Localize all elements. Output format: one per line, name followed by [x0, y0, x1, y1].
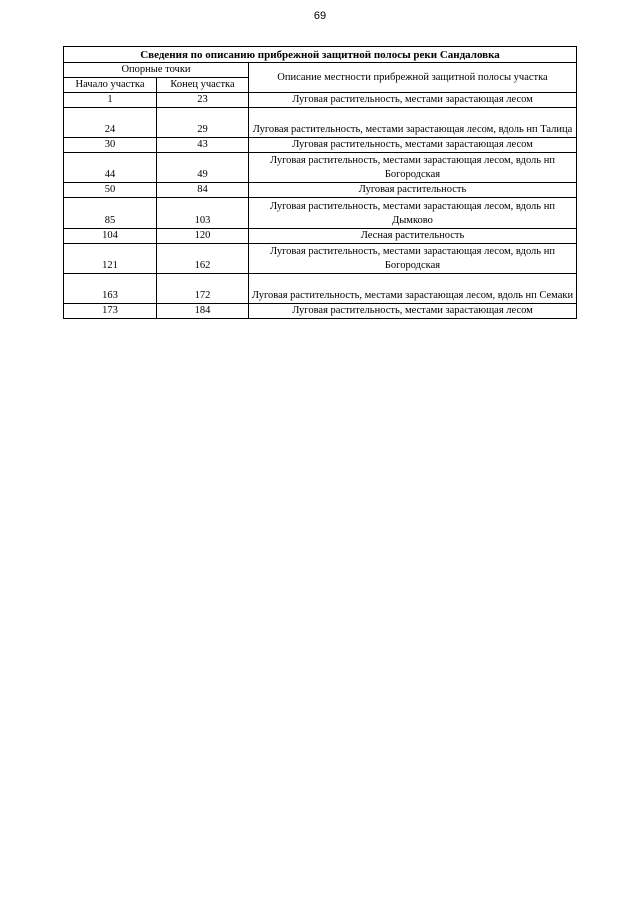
- start-cell: 24: [64, 108, 157, 138]
- description-cell: Луговая растительность, местами зарастающая лесом, вдоль нп Семаки: [249, 274, 577, 304]
- table-row: [64, 183, 577, 198]
- description-header: Описание местности прибрежной защитной полосы участка: [249, 63, 577, 93]
- description-cell: Луговая растительность: [249, 183, 577, 198]
- table-row: [64, 93, 577, 108]
- table-title: Сведения по описанию прибрежной защитной полосы реки Сандаловка: [64, 47, 577, 63]
- start-cell: 30: [64, 138, 157, 153]
- start-cell: 50: [64, 183, 157, 198]
- end-cell: 23: [157, 93, 249, 108]
- start-header: Начало участка: [64, 78, 157, 93]
- reference-points-header: Опорные точки: [64, 63, 249, 78]
- page-number: 69: [313, 10, 327, 22]
- description-cell: Луговая растительность, местами зарастающая лесом, вдоль нп Талица: [249, 108, 577, 138]
- start-cell: 85: [64, 198, 157, 229]
- table-row: [64, 108, 577, 138]
- table-row: [64, 153, 577, 183]
- table-row: [64, 198, 577, 229]
- end-cell: 172: [157, 274, 249, 304]
- riparian-zone-table: [63, 46, 577, 319]
- start-cell: 121: [64, 244, 157, 274]
- end-header: Конец участка: [157, 78, 249, 93]
- description-cell: Луговая растительность, местами зарастающая лесом: [249, 138, 577, 153]
- table-row: [64, 304, 577, 319]
- table-row: [64, 244, 577, 274]
- description-cell: Луговая растительность, местами зарастающая лесом: [249, 304, 577, 319]
- start-cell: 163: [64, 274, 157, 304]
- table-row: [64, 138, 577, 153]
- end-cell: 162: [157, 244, 249, 274]
- end-cell: 84: [157, 183, 249, 198]
- table-row: [64, 229, 577, 244]
- description-cell: Луговая растительность, местами зарастающая лесом, вдоль нп Богородская: [249, 153, 577, 183]
- end-cell: 49: [157, 153, 249, 183]
- end-cell: 29: [157, 108, 249, 138]
- table-row: [64, 274, 577, 304]
- description-cell: Луговая растительность, местами зарастающая лесом, вдоль нп Богородская: [249, 244, 577, 274]
- start-cell: 104: [64, 229, 157, 244]
- start-cell: 44: [64, 153, 157, 183]
- description-cell: Луговая растительность, местами зарастающая лесом, вдоль нп Дымково: [249, 198, 577, 229]
- start-cell: 173: [64, 304, 157, 319]
- end-cell: 103: [157, 198, 249, 229]
- description-cell: Лесная растительность: [249, 229, 577, 244]
- start-cell: 1: [64, 93, 157, 108]
- end-cell: 184: [157, 304, 249, 319]
- description-cell: Луговая растительность, местами зарастающая лесом: [249, 93, 577, 108]
- end-cell: 120: [157, 229, 249, 244]
- end-cell: 43: [157, 138, 249, 153]
